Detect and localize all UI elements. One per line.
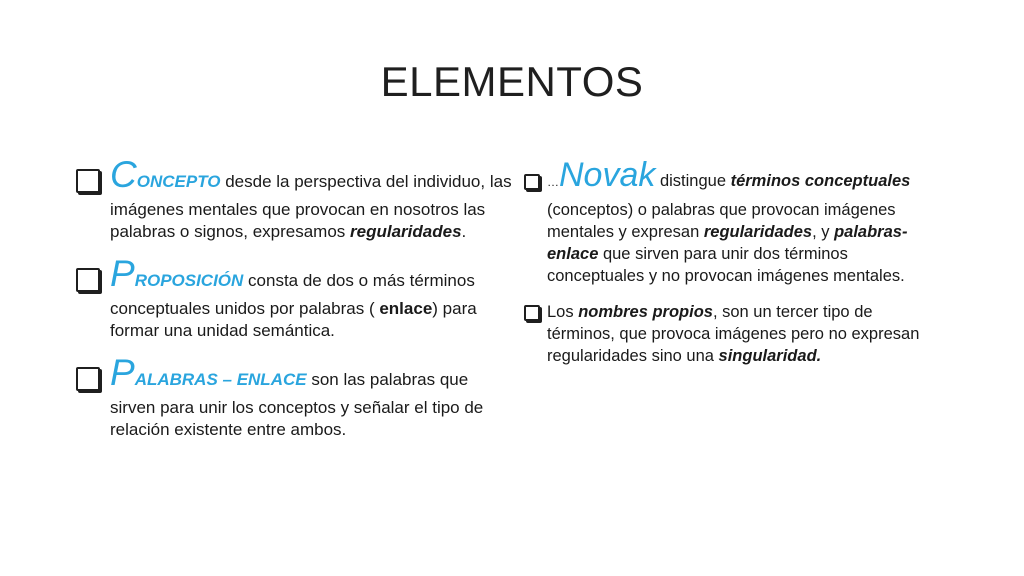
bullet-proposicion: PROPOSICIÓN consta de dos o más términos conceptuales unidos por palabras ( enlace) para formar una unidad semántica. xyxy=(76,257,516,342)
checkbox-bullet-icon xyxy=(76,169,100,193)
term-concepto: CONCEPTO xyxy=(110,154,221,195)
checkbox-bullet-icon xyxy=(76,268,100,292)
term-proposicion: PROPOSICIÓN xyxy=(110,253,244,294)
bullet-nombres-propios: Los nombres propios, son un tercer tipo de términos, que provoca imágenes pero no expresan regularidades sino una singularidad. xyxy=(524,301,934,367)
checkbox-bullet-icon xyxy=(76,367,100,391)
term-palabras-enlace: PALABRAS – ENLACE xyxy=(110,352,312,393)
left-column xyxy=(76,154,516,455)
bullet-concepto: CONCEPTO desde la perspectiva del individuo, las imágenes mentales que provocan en nosotros las palabras o signos, expresamos regularidades. xyxy=(76,158,516,243)
bullet-novak: …Novak distingue términos conceptuales (conceptos) o palabras que provocan imágenes mentales y expresan regularidades, y palabras-enlace que sirven para unir dos términos conceptuales y no provocan imágenes mentales. xyxy=(524,158,934,287)
checkbox-bullet-icon xyxy=(524,174,540,190)
checkbox-bullet-icon xyxy=(524,305,540,321)
right-column xyxy=(524,158,934,381)
bullet-palabras-enlace: PALABRAS – ENLACE son las palabras que sirven para unir los conceptos y señalar el tipo de relación existente entre ambos. xyxy=(76,356,516,441)
term-novak: Novak xyxy=(559,156,656,194)
slide-title: ELEMENTOS xyxy=(380,58,644,105)
